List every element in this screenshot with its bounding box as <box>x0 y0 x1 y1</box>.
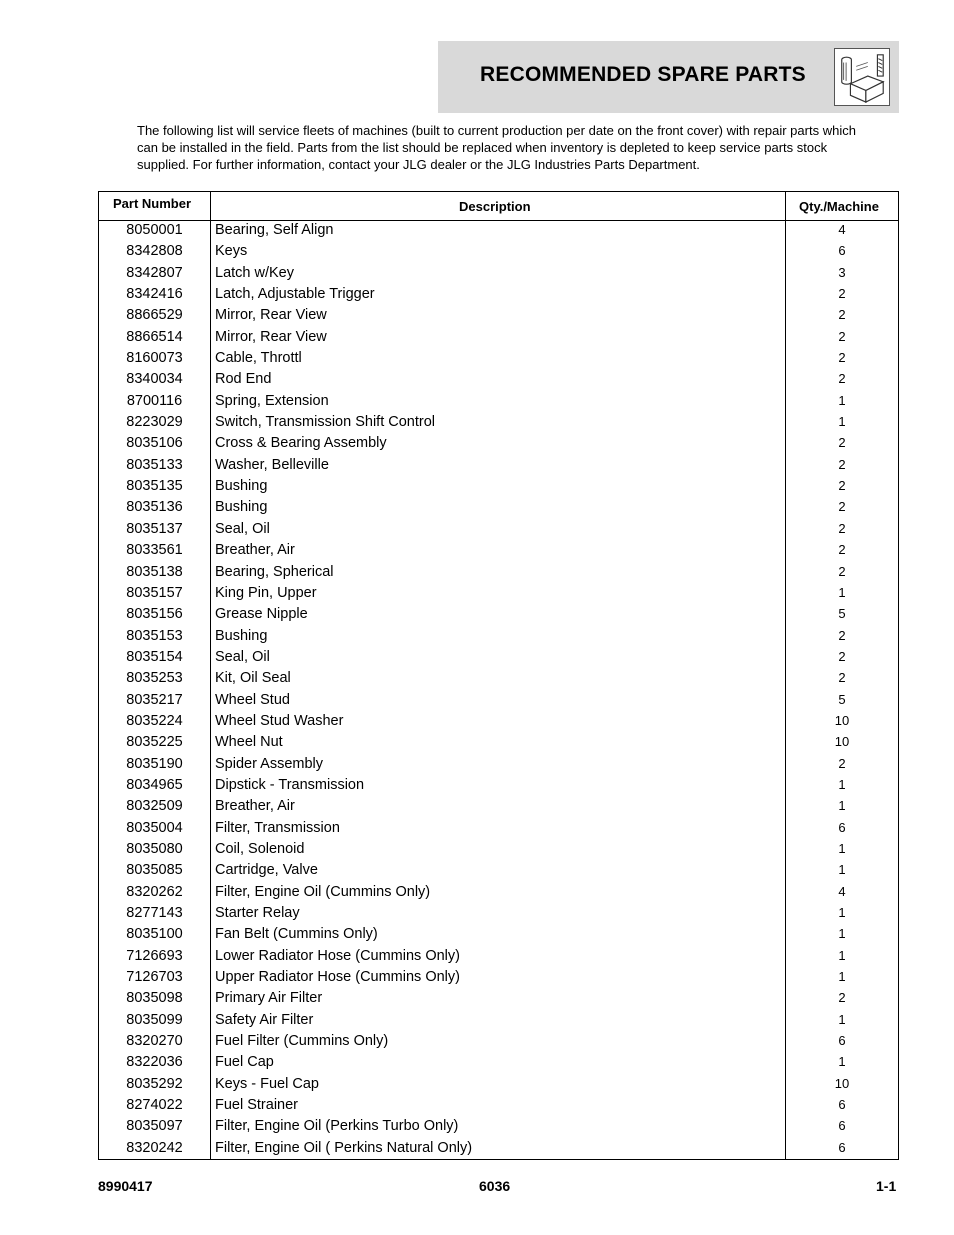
quantity-cell: 1 <box>838 1054 846 1070</box>
description-cell: Cartridge, Valve <box>215 862 318 879</box>
table-row <box>99 585 898 606</box>
quantity-cell: 1 <box>838 840 846 856</box>
table-row <box>99 265 898 286</box>
table-row <box>99 649 898 670</box>
table-row <box>99 713 898 734</box>
table-row <box>99 1033 898 1054</box>
description-cell: Wheel Nut <box>215 734 283 751</box>
table-row <box>99 756 898 777</box>
part-number-cell: 8340034 <box>126 371 183 388</box>
part-number-cell: 8035085 <box>126 862 183 879</box>
description-cell: Fuel Strainer <box>215 1097 299 1114</box>
quantity-cell: 1 <box>838 905 846 920</box>
table-row <box>99 777 898 798</box>
quantity-cell: 6 <box>838 243 846 259</box>
part-number-cell: 8035217 <box>126 691 183 708</box>
part-number-cell: 8035138 <box>126 563 183 580</box>
quantity-cell: 2 <box>838 670 846 686</box>
quantity-cell: 2 <box>838 456 846 472</box>
quantity-cell: 2 <box>838 499 846 515</box>
table-row <box>99 243 898 264</box>
part-number-cell: 8035004 <box>126 819 183 836</box>
part-number-cell: 8035098 <box>126 990 183 1007</box>
part-number-cell: 8035097 <box>126 1118 183 1135</box>
table-row <box>99 521 898 542</box>
quantity-cell: 1 <box>838 926 846 942</box>
quantity-cell: 1 <box>838 584 846 600</box>
part-number-cell: 8342807 <box>126 264 183 281</box>
description-cell: Mirror, Rear View <box>215 307 327 324</box>
table-row <box>99 435 898 456</box>
part-number-cell: 8035137 <box>126 520 183 537</box>
quantity-cell: 2 <box>838 990 846 1006</box>
description-cell: Breather, Air <box>215 798 295 815</box>
quantity-cell: 1 <box>838 798 846 814</box>
table-row <box>99 499 898 520</box>
table-row <box>99 862 898 883</box>
description-cell: Wheel Stud <box>215 691 290 708</box>
part-number-cell: 8035154 <box>126 648 183 665</box>
quantity-cell: 2 <box>838 542 846 558</box>
quantity-cell: 6 <box>838 1033 846 1049</box>
quantity-cell: 2 <box>838 435 846 451</box>
quantity-cell: 2 <box>838 520 846 536</box>
part-number-cell: 7126693 <box>126 947 183 964</box>
description-cell: Starter Relay <box>215 905 300 921</box>
quantity-cell: 1 <box>838 969 846 985</box>
description-cell: Fuel Filter (Cummins Only) <box>215 1033 389 1050</box>
table-row <box>99 990 898 1011</box>
part-number-cell: 8035135 <box>126 478 183 495</box>
quantity-cell: 1 <box>838 1011 846 1027</box>
description-cell: Primary Air Filter <box>215 990 323 1007</box>
quantity-cell: 4 <box>838 883 846 899</box>
description-cell: King Pin, Upper <box>215 584 317 601</box>
quantity-cell: 2 <box>838 755 846 771</box>
part-number-cell: 8035225 <box>126 734 183 751</box>
part-number-cell: 8320262 <box>126 883 183 900</box>
table-row <box>99 1054 898 1075</box>
table-row <box>99 926 898 947</box>
table-row <box>99 905 898 926</box>
description-cell: Coil, Solenoid <box>215 840 305 857</box>
description-cell: Bearing, Spherical <box>215 563 334 580</box>
quantity-cell: 1 <box>838 414 846 430</box>
table-row <box>99 329 898 350</box>
column-header-description: Description <box>459 199 531 214</box>
column-header-qty: Qty./Machine <box>799 199 879 214</box>
table-row <box>99 692 898 713</box>
description-cell: Wheel Stud Washer <box>215 712 344 729</box>
table-row <box>99 222 898 243</box>
table-row <box>99 371 898 392</box>
quantity-cell: 5 <box>838 691 846 707</box>
part-number-cell: 8223029 <box>126 414 183 431</box>
description-cell: Bushing <box>215 499 268 516</box>
description-cell: Rod End <box>215 371 272 388</box>
quantity-cell: 5 <box>838 606 846 622</box>
part-number-cell: 8866529 <box>126 307 183 324</box>
table-row <box>99 350 898 371</box>
footer-document-number: 8990417 <box>98 1178 153 1194</box>
table-row <box>99 307 898 328</box>
part-number-cell: 8035099 <box>126 1011 183 1028</box>
part-number-cell: 8035292 <box>126 1075 183 1092</box>
table-row <box>99 948 898 969</box>
quantity-cell: 1 <box>838 392 846 408</box>
table-row <box>99 542 898 563</box>
part-number-cell: 8277143 <box>126 905 183 921</box>
spare-parts-table <box>98 191 899 1160</box>
quantity-cell: 2 <box>838 350 846 366</box>
part-number-cell: 8035080 <box>126 840 183 857</box>
table-row <box>99 1097 898 1118</box>
description-cell: Bushing <box>215 478 268 495</box>
table-row <box>99 884 898 905</box>
quantity-cell: 2 <box>838 478 846 494</box>
description-cell: Bearing, Self Align <box>215 222 334 238</box>
quantity-cell: 1 <box>838 776 846 792</box>
part-number-cell: 8700116 <box>126 392 183 409</box>
part-number-cell: 8320270 <box>126 1033 183 1050</box>
part-number-cell: 8274022 <box>126 1097 183 1114</box>
part-number-cell: 8035100 <box>126 926 183 943</box>
part-number-cell: 8035253 <box>126 670 183 687</box>
quantity-cell: 4 <box>838 222 846 237</box>
part-number-cell: 8035106 <box>126 435 183 452</box>
description-cell: Washer, Belleville <box>215 456 329 473</box>
part-number-cell: 7126703 <box>126 969 183 986</box>
table-row <box>99 628 898 649</box>
description-cell: Safety Air Filter <box>215 1011 314 1028</box>
table-row <box>99 1118 898 1139</box>
table-row <box>99 798 898 819</box>
table-row <box>99 841 898 862</box>
table-row <box>99 457 898 478</box>
quantity-cell: 2 <box>838 371 846 387</box>
description-cell: Seal, Oil <box>215 520 270 537</box>
table-row <box>99 478 898 499</box>
part-number-cell: 8035136 <box>126 499 183 516</box>
description-cell: Cross & Bearing Assembly <box>215 435 387 452</box>
part-number-cell: 8034965 <box>126 776 183 793</box>
quantity-cell: 6 <box>838 1139 846 1155</box>
description-cell: Fan Belt (Cummins Only) <box>215 926 378 943</box>
table-row <box>99 1076 898 1097</box>
part-number-cell: 8866514 <box>126 328 183 345</box>
description-cell: Spider Assembly <box>215 755 323 772</box>
quantity-cell: 1 <box>838 947 846 963</box>
description-cell: Grease Nipple <box>215 606 308 623</box>
description-cell: Seal, Oil <box>215 648 270 665</box>
spare-parts-icon-graphic <box>835 49 889 105</box>
part-number-cell: 8050001 <box>126 222 183 238</box>
part-number-cell: 8033561 <box>126 542 183 559</box>
quantity-cell: 10 <box>834 712 850 728</box>
description-cell: Breather, Air <box>215 542 295 559</box>
description-cell: Lower Radiator Hose (Cummins Only) <box>215 947 460 964</box>
part-number-cell: 8035156 <box>126 606 183 623</box>
quantity-cell: 10 <box>834 1075 850 1091</box>
page-title: RECOMMENDED SPARE PARTS <box>480 63 806 86</box>
quantity-cell: 6 <box>838 1118 846 1134</box>
quantity-cell: 6 <box>838 819 846 835</box>
description-cell: Cable, Throttl <box>215 350 302 367</box>
page-header <box>438 41 899 113</box>
quantity-cell: 2 <box>838 328 846 344</box>
column-header-part-number: Part Number <box>113 196 192 211</box>
description-cell: Fuel Cap <box>215 1054 274 1071</box>
part-number-cell: 8035157 <box>126 584 183 601</box>
table-row <box>99 414 898 435</box>
table-row <box>99 393 898 414</box>
part-number-cell: 8320242 <box>126 1139 183 1156</box>
description-cell: Filter, Transmission <box>215 819 340 836</box>
table-row <box>99 1140 898 1161</box>
quantity-cell: 2 <box>838 648 846 664</box>
description-cell: Switch, Transmission Shift Control <box>215 414 435 431</box>
description-cell: Keys - Fuel Cap <box>215 1075 319 1092</box>
description-cell: Keys <box>215 243 248 260</box>
part-number-cell: 8342808 <box>126 243 183 260</box>
part-number-cell: 8035153 <box>126 627 183 644</box>
footer-model-number: 6036 <box>479 1178 511 1194</box>
description-cell: Spring, Extension <box>215 392 329 409</box>
description-cell: Filter, Engine Oil (Perkins Turbo Only) <box>215 1118 459 1135</box>
table-row <box>99 734 898 755</box>
part-number-cell: 8035224 <box>126 712 183 729</box>
quantity-cell: 2 <box>838 627 846 643</box>
description-cell: Mirror, Rear View <box>215 328 327 345</box>
quantity-cell: 2 <box>838 563 846 579</box>
table-row <box>99 820 898 841</box>
description-cell: Latch w/Key <box>215 264 294 281</box>
table-row <box>99 969 898 990</box>
description-cell: Filter, Engine Oil ( Perkins Natural Only) <box>215 1139 473 1156</box>
table-row <box>99 670 898 691</box>
part-number-cell: 8342416 <box>126 286 183 303</box>
table-row <box>99 606 898 627</box>
intro-paragraph: The following list will service fleets of machines (built to current production per date on the front cover) with repair parts which can be installed in the field. Parts from the list should be replaced when inventory is depleted to keep service parts stock supplied. For further information, contact your JLG dealer or the JLG Industries Parts Department. <box>137 123 856 172</box>
part-number-cell: 8035133 <box>126 456 183 473</box>
description-cell: Latch, Adjustable Trigger <box>215 286 375 303</box>
header-divider <box>99 220 898 221</box>
description-cell: Dipstick - Transmission <box>215 776 365 793</box>
part-number-cell: 8322036 <box>126 1054 183 1071</box>
quantity-cell: 2 <box>838 286 846 302</box>
footer-page-number: 1-1 <box>876 1178 897 1194</box>
spare-parts-icon <box>834 48 890 106</box>
quantity-cell: 3 <box>838 264 846 280</box>
description-cell: Bushing <box>215 627 268 644</box>
quantity-cell: 6 <box>838 1097 846 1113</box>
description-cell: Filter, Engine Oil (Cummins Only) <box>215 883 431 900</box>
table-body <box>99 222 898 1161</box>
part-number-cell: 8032509 <box>126 798 183 815</box>
table-row <box>99 564 898 585</box>
quantity-cell: 1 <box>838 862 846 878</box>
table-row <box>99 1012 898 1033</box>
part-number-cell: 8160073 <box>126 350 183 367</box>
description-cell: Upper Radiator Hose (Cummins Only) <box>215 969 460 986</box>
part-number-cell: 8035190 <box>126 755 183 772</box>
table-row <box>99 286 898 307</box>
quantity-cell: 2 <box>838 307 846 323</box>
quantity-cell: 10 <box>834 734 850 750</box>
description-cell: Kit, Oil Seal <box>215 670 291 687</box>
